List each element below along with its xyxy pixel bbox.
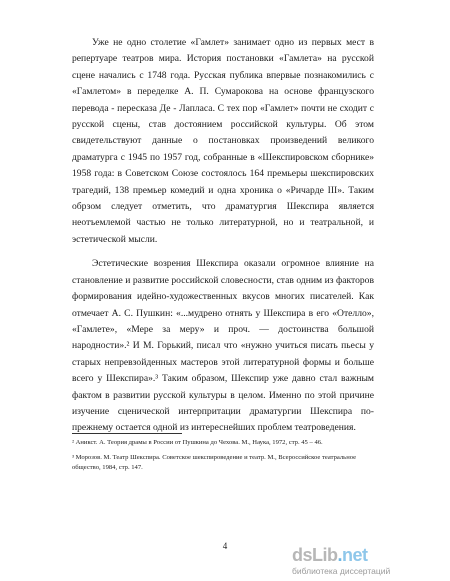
footnote-3: ³ Морозов. М. Театр Шекспира. Советское шекспироведение и театр. М., Всероссийское театральное общество, 1984, стр. 147. [72,454,357,471]
logo-dot: . [337,545,343,565]
watermark-logo [292,545,442,566]
page-number: 4 [222,541,228,551]
watermark-subtitle: библиотека диссертаций [292,566,391,576]
paragraph-1: Уже не одно столетие «Гамлет» занимает одно из первых мест в репертуаре театров мира. История постановки «Гамлета» на русской сцене начались с 1748 года. Русская публика впервые познакомились с «Гамлетом» в переделке А. П. Сумарокова на основе французского перевода - пересказа Де - Лапласа. С тех пор «Гамлет» почти не сходит с русской сцены, став достоянием российской культуры. Об этом свидетельствуют данные о постановках произведений великого драматурга с 1945 по 1957 год, собранные в «Шекспировском сборнике» 1958 года: в Советском Союзе состоялось 164 премьеры шекспировских трагедий, 138 премьер комедий и одна хроника о «Ричарде III». Таким обрзом следует отметить, что драматургия Шекспира является неотъемлемой частью не только литературной, но и театральной, и эстетической мысли. [72,37,374,245]
footnotes [72,438,374,478]
footnote-divider [72,433,182,434]
watermark[interactable] [292,545,442,579]
logo-text-right: net [342,545,368,565]
footnote-2: ² Аникст. А. Теория драмы в России от Пушкина до Чехова. М., Наука, 1972, стр. 45 – 46. [72,439,323,446]
paragraph-2: Эстетические возрения Шекспира оказали огромное влияние на становление и развитие российской словесности, став одним из факторов формирования идейно-художественных вкусов многих писателей. Как отмечает А. С. Пушкин: «...мудрено отнять у Шекспира в его «Отелло», «Гамлете», «Мере за меру» и проч. — достоинства большой народности».² И М. Горький, писал что «нужно учиться писать пьесы у старых непревзойденных мастеров этой литературной формы и больше всего у Шекспира».³ Таким образом, Шекспир уже давно стал важным фактом в развитии русской культуры в целом. Именно по этой причине изучение сценической интерпритации драматургии Шекспира по-прежнему остается одной из интереснейших проблем театроведения. [72,258,374,434]
body-text [72,35,374,445]
logo-text-left: dsLib [292,545,338,565]
